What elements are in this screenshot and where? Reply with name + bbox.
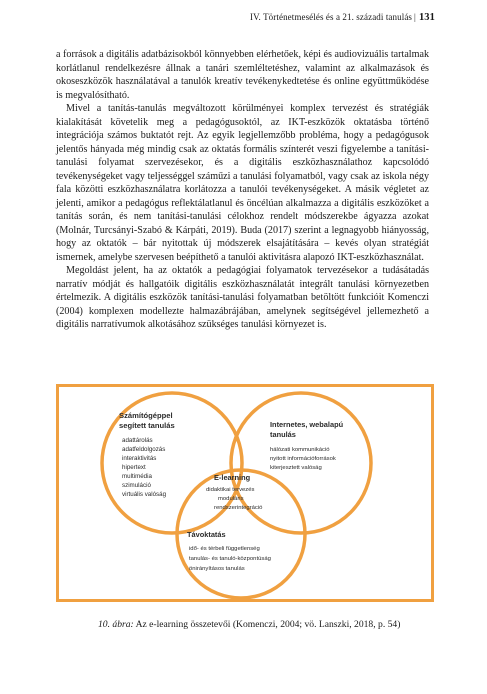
set-c-item: tanulás- és tanuló-központúság bbox=[189, 556, 271, 562]
set-b-title-line-2: tanulás bbox=[270, 430, 296, 439]
set-b-item: nyitott információforrások bbox=[270, 456, 336, 462]
center-item: rendszerintegráció bbox=[214, 505, 263, 511]
figure-caption bbox=[98, 619, 400, 630]
set-a-title-line-1: Számítógéppel bbox=[119, 411, 173, 420]
set-a-item: virtuális valóság bbox=[122, 491, 167, 498]
center-title: E-learning bbox=[214, 473, 251, 482]
set-b-item: hálózati kommunikáció bbox=[270, 447, 330, 453]
venn-diagram bbox=[56, 384, 434, 602]
set-c-item: idő- és térbeli függetlenség bbox=[189, 546, 260, 552]
figure-caption-label: 10. ábra: bbox=[98, 619, 134, 630]
venn-figure bbox=[56, 384, 434, 602]
set-b-title-line-1: Internetes, webalapú bbox=[270, 420, 344, 429]
page-number: 131 bbox=[418, 12, 435, 23]
figure-frame bbox=[58, 386, 433, 601]
center-item: didaktikai tervezés bbox=[206, 487, 255, 493]
figure-caption-text: Az e-learning összetevői (Komenczi, 2004; vö. Lanszki, 2018, p. 54) bbox=[133, 619, 401, 630]
paragraph-1: a források a digitális adatbázisokból könnyebben elérhetőek, képi és audiovizuális tartalmak korlátlanul rendelkezésre állnak a tanári szemléltetéshez, valamint az alkalmazások és okoseszközök használatával a tanulók kreatív tevékenykedtetése és online együttműködése is megvalósítható. bbox=[56, 49, 429, 101]
set-a-item: interaktivitás bbox=[122, 455, 157, 462]
running-header bbox=[250, 12, 435, 23]
set-a-item: adatfeldolgozás bbox=[122, 446, 166, 453]
set-c-item: önirányításos tanulás bbox=[189, 566, 245, 572]
set-a-item: hipertext bbox=[122, 464, 146, 471]
set-b-item: kiterjesztett valóság bbox=[270, 465, 322, 471]
set-a-item: adattárolás bbox=[122, 437, 153, 444]
body-text bbox=[56, 48, 429, 332]
running-title: IV. Történetmesélés és a 21. századi tanulás bbox=[250, 12, 413, 22]
set-a-title-line-2: segített tanulás bbox=[119, 421, 175, 430]
set-a-item: multimédia bbox=[122, 473, 152, 480]
set-a-item: szimuláció bbox=[122, 482, 151, 489]
center-item: moduláris bbox=[218, 496, 244, 502]
paragraph-3: Megoldást jelent, ha az oktatók a pedagógiai folyamatok tervezésekor a tudásátadás narratív módját és hallgatóik digitális eszközhasználatát integrált tanulási környezetben értelmezik. A digitális eszközök tanítási-tanulási folyamatban betöltött funkcióit Komenczi (2004) komplexen modellezte halmazábrájában, amelynek segítségével jellemezhető a digitális narratívumok alkotásához szükséges tanulási környezet is. bbox=[56, 265, 429, 330]
header-separator: | bbox=[414, 12, 416, 22]
set-c-title: Távoktatás bbox=[187, 530, 226, 539]
paragraph-2: Mivel a tanítás-tanulás megváltozott körülményei komplex tervezést és stratégiák kialakítását követelik meg a pedagógusoktól, az IKT-eszközök oktatásba történő integrációja számos buktatót rejt. Az egyik legjellemzőbb probléma, hogy a pedagógusok jelentős hányada még mindig csak az oktatás formális színterét veszi figyelembe a tanítási-tanulási folyamat szervezésekor, és a digitális eszközhasználathoz kapcsolódó tevékenységeket vagy teljességgel száműzi a tanulási folyamatból, vagy csak az iskola négy fala közötti eszközhasználatra korlátozza a tanulói tevékenységeket. A másik végletet az jelenti, amikor a pedagógus reflektálatlanul és öncélúan alkalmazza a digitális eszközöket a tanítás során, és nem tanítási-tanulási célokhoz rendelt módszerekbe ágyazza azokat (Molnár, Turcsányi-Szabó & Kárpáti, 2019). Buda (2017) szerint a legnagyobb hiányosság, hogy az oktatók – bár nyitottak új módszerek elsajátítására – kevés olyan stratégiát ismernek, amelybe szervesen beépíthető a tanulói aktivitásra alapozó IKT-eszközhasználat. bbox=[56, 103, 429, 263]
